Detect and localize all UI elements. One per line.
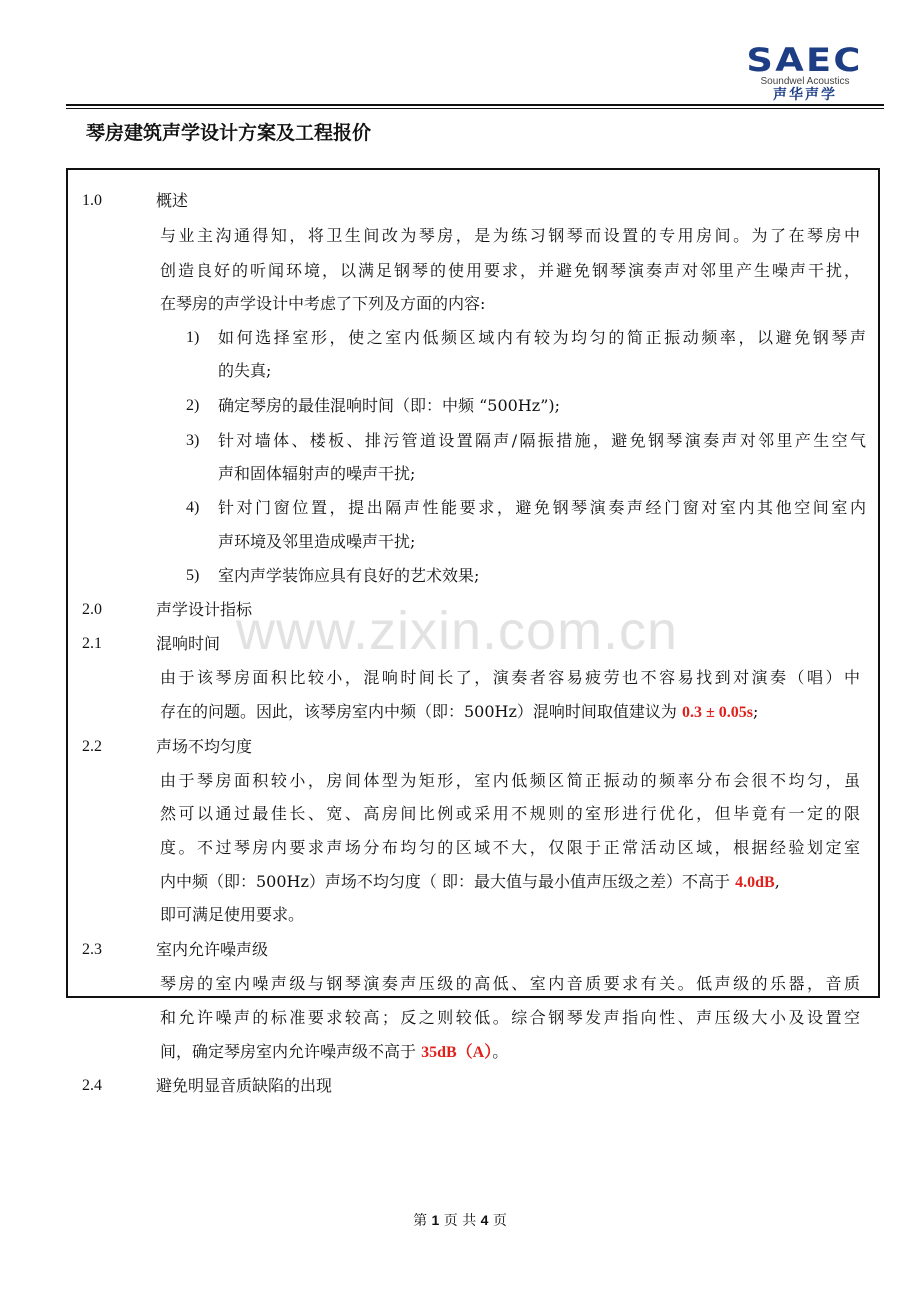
list-item-continuation: 的失真;	[218, 361, 272, 380]
paragraph-text: 存在的问题。因此，该琴房室内中频（即：500Hz）混响时间取值建议为	[160, 702, 683, 721]
section-heading: 混响时间	[156, 634, 221, 653]
list-item-continuation: 声和固体辐射声的噪声干扰;	[218, 464, 416, 483]
logo-mark: SAEC	[746, 41, 864, 79]
section-number: 1.0	[82, 192, 102, 209]
paragraph-text: 间，确定琴房室内允许噪声级不高于	[160, 1042, 422, 1061]
header-rule	[66, 104, 884, 106]
paragraph-line	[160, 702, 860, 723]
list-item-number: 2)	[186, 397, 200, 414]
section-heading: 概述	[156, 191, 189, 210]
list-item: 确定琴房的最佳混响时间（即：中频 “500Hz”);	[218, 396, 561, 415]
list-item-continuation: 声环境及邻里造成噪声干扰;	[218, 532, 416, 551]
footer-text: 页 共	[443, 1213, 477, 1229]
footer-text: 页	[492, 1213, 507, 1229]
section-heading: 室内允许噪声级	[156, 940, 269, 959]
highlight-value: 35dB（A）	[421, 1044, 493, 1061]
company-logo	[740, 41, 870, 103]
paragraph-text: ,	[774, 872, 780, 891]
paragraph-text: 内中频（即：500Hz）声场不均匀度（ 即：最大值与最小值声压级之差）不高于	[160, 872, 736, 891]
paragraph-line: 琴房的室内噪声级与钢琴演奏声压级的高低、室内音质要求有关。低声级的乐器，音质	[160, 974, 860, 993]
footer-text: 第	[413, 1213, 428, 1229]
page-total: 4	[480, 1212, 489, 1228]
paragraph-line: 然可以通过最佳长、宽、高房间比例或采用不规则的室形进行优化，但毕竟有一定的限	[160, 804, 860, 823]
page-number: 1	[431, 1212, 440, 1228]
paragraph-line: 由于该琴房面积比较小，混响时间长了，演奏者容易疲劳也不容易找到对演奏（唱）中	[160, 668, 860, 687]
highlight-value: 4.0dB	[735, 874, 775, 891]
logo-subtitle: Soundwel Acoustics	[760, 76, 850, 87]
paragraph-line: 创造良好的听闻环境，以满足钢琴的使用要求，并避免钢琴演奏声对邻里产生噪声干扰，	[160, 261, 860, 280]
paragraph-line: 与业主沟通得知，将卫生间改为琴房，是为练习钢琴而设置的专用房间。为了在琴房中	[160, 226, 860, 245]
list-item-number: 5)	[186, 567, 200, 584]
paragraph-line	[160, 872, 860, 893]
list-item-number: 3)	[186, 432, 200, 449]
paragraph-line: 在琴房的声学设计中考虑了下列及方面的内容:	[160, 294, 486, 313]
section-heading: 声学设计指标	[156, 600, 253, 619]
paragraph-line	[160, 1042, 860, 1063]
section-number: 2.0	[82, 601, 102, 618]
paragraph-line: 即可满足使用要求。	[160, 905, 305, 924]
list-item-number: 4)	[186, 499, 200, 516]
list-item-number: 1)	[186, 329, 200, 346]
list-item: 针对门窗位置，提出隔声性能要求，避免钢琴演奏声经门窗对室内其他空间室内	[218, 498, 866, 517]
paragraph-line: 度。不过琴房内要求声场分布均匀的区域不大，仅限于正常活动区域，根据经验划定室	[160, 838, 860, 857]
section-heading: 声场不均匀度	[156, 737, 253, 756]
list-item: 针对墙体、楼板、排污管道设置隔声/隔振措施，避免钢琴演奏声对邻里产生空气	[218, 431, 866, 450]
page-footer	[0, 1210, 920, 1230]
paragraph-text: 。	[492, 1042, 509, 1061]
watermark: www.zixin.com.cn	[236, 601, 679, 661]
list-item: 室内声学装饰应具有良好的艺术效果;	[218, 566, 480, 585]
paragraph-line: 由于琴房面积较小，房间体型为矩形，室内低频区简正振动的频率分布会很不均匀，虽	[160, 771, 860, 790]
logo-chinese-name: 声华声学	[773, 87, 837, 103]
highlight-value: 0.3 ± 0.05s	[682, 704, 754, 721]
section-number: 2.3	[82, 941, 102, 958]
section-number: 2.2	[82, 738, 102, 755]
list-item: 如何选择室形，使之室内低频区域内有较为均匀的简正振动频率，以避免钢琴声	[218, 328, 866, 347]
section-number: 2.4	[82, 1077, 102, 1094]
header-rule-thin	[66, 108, 884, 109]
paragraph-text: ;	[753, 702, 759, 721]
document-title: 琴房建筑声学设计方案及工程报价	[86, 122, 372, 144]
section-heading: 避免明显音质缺陷的出现	[156, 1076, 333, 1095]
paragraph-line: 和允许噪声的标准要求较高；反之则较低。综合钢琴发声指向性、声压级大小及设置空	[160, 1008, 860, 1027]
section-number: 2.1	[82, 635, 102, 652]
